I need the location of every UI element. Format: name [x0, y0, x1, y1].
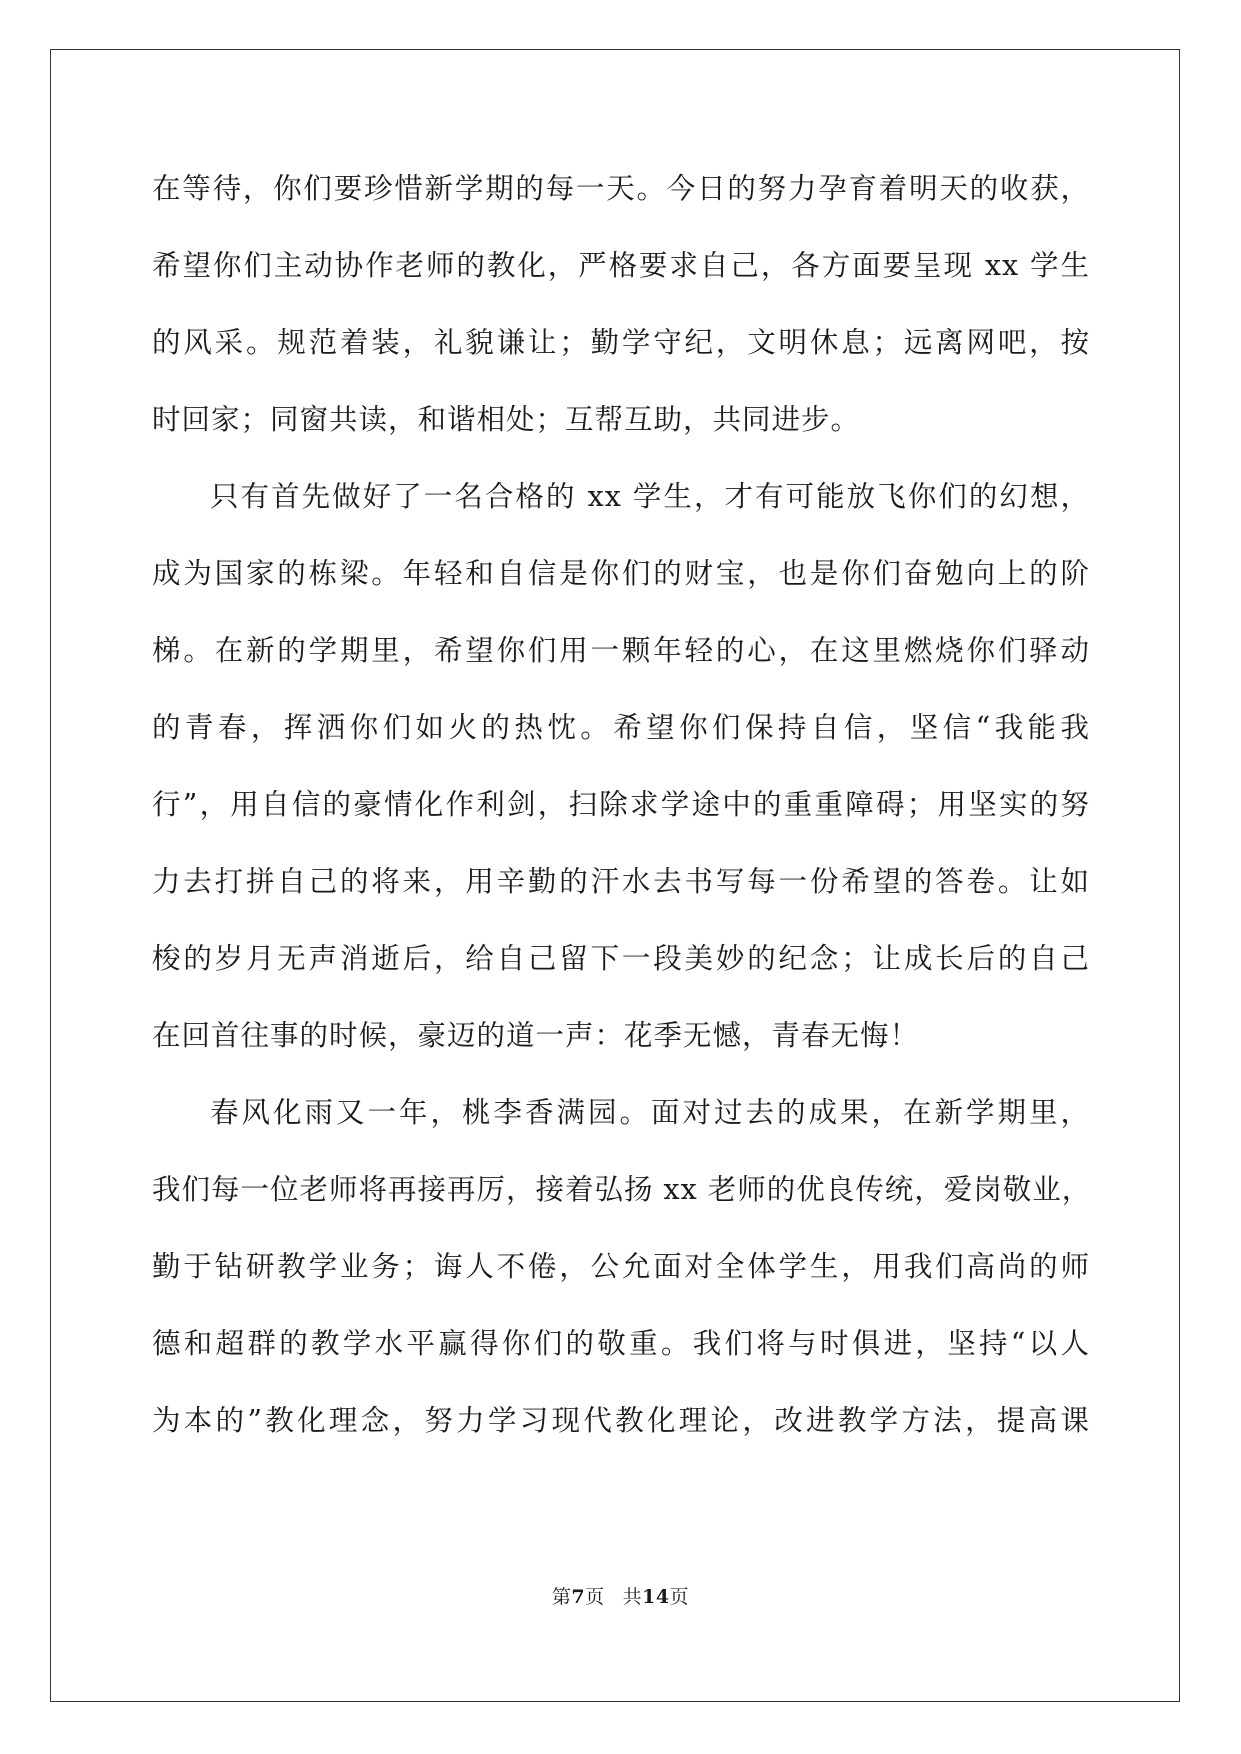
page-suffix: 页 [585, 1586, 605, 1608]
body-line: 梯。在新的学期里，希望你们用一颗年轻的心，在这里燃烧你们驿动 [152, 634, 1090, 667]
body-line: 的风采。规范着装，礼貌谦让；勤学守纪，文明休息；远离网吧，按 [152, 326, 1090, 359]
body-line: 行”，用自信的豪情化作利剑，扫除求学途中的重重障碍；用坚实的努 [152, 788, 1090, 821]
body-line: 的青春，挥洒你们如火的热忱。希望你们保持自信，坚信“我能我 [152, 711, 1090, 744]
body-line: 在等待，你们要珍惜新学期的每一天。今日的努力孕育着明天的收获， [152, 172, 1090, 205]
total-pages: 14 [642, 1586, 670, 1608]
paragraph-start-line: 只有首先做好了一名合格的 xx 学生，才有可能放飞你们的幻想， [210, 480, 1090, 513]
body-line: 我们每一位老师将再接再厉，接着弘扬 xx 老师的优良传统，爱岗敬业， [152, 1173, 1092, 1206]
body-line: 力去打拼自己的将来，用辛勤的汗水去书写每一份希望的答卷。让如 [152, 865, 1090, 898]
body-line: 在回首往事的时候，豪迈的道一声：花季无憾，青春无悔！ [152, 1019, 920, 1052]
page-footer [0, 1585, 1241, 1609]
body-line: 时回家；同窗共读，和谐相处；互帮互助，共同进步。 [152, 403, 861, 436]
body-line: 梭的岁月无声消逝后，给自己留下一段美妙的纪念；让成长后的自己 [152, 942, 1090, 975]
body-line: 德和超群的教学水平赢得你们的敬重。我们将与时俱进，坚持“以人 [152, 1327, 1090, 1360]
page-prefix: 第 [551, 1586, 572, 1608]
body-line: 勤于钻研教学业务；诲人不倦，公允面对全体学生，用我们高尚的师 [152, 1250, 1090, 1283]
paragraph-start-line: 春风化雨又一年，桃李香满园。面对过去的成果，在新学期里， [210, 1096, 1090, 1129]
page-number: 7 [571, 1586, 586, 1608]
total-prefix: 共 [622, 1586, 643, 1608]
body-line: 为本的”教化理念，努力学习现代教化理论，改进教学方法，提高课 [152, 1404, 1090, 1437]
body-line: 希望你们主动协作老师的教化，严格要求自己，各方面要呈现 xx 学生 [152, 249, 1090, 282]
total-suffix: 页 [669, 1586, 690, 1608]
body-line: 成为国家的栋梁。年轻和自信是你们的财宝，也是你们奋勉向上的阶 [152, 557, 1090, 590]
